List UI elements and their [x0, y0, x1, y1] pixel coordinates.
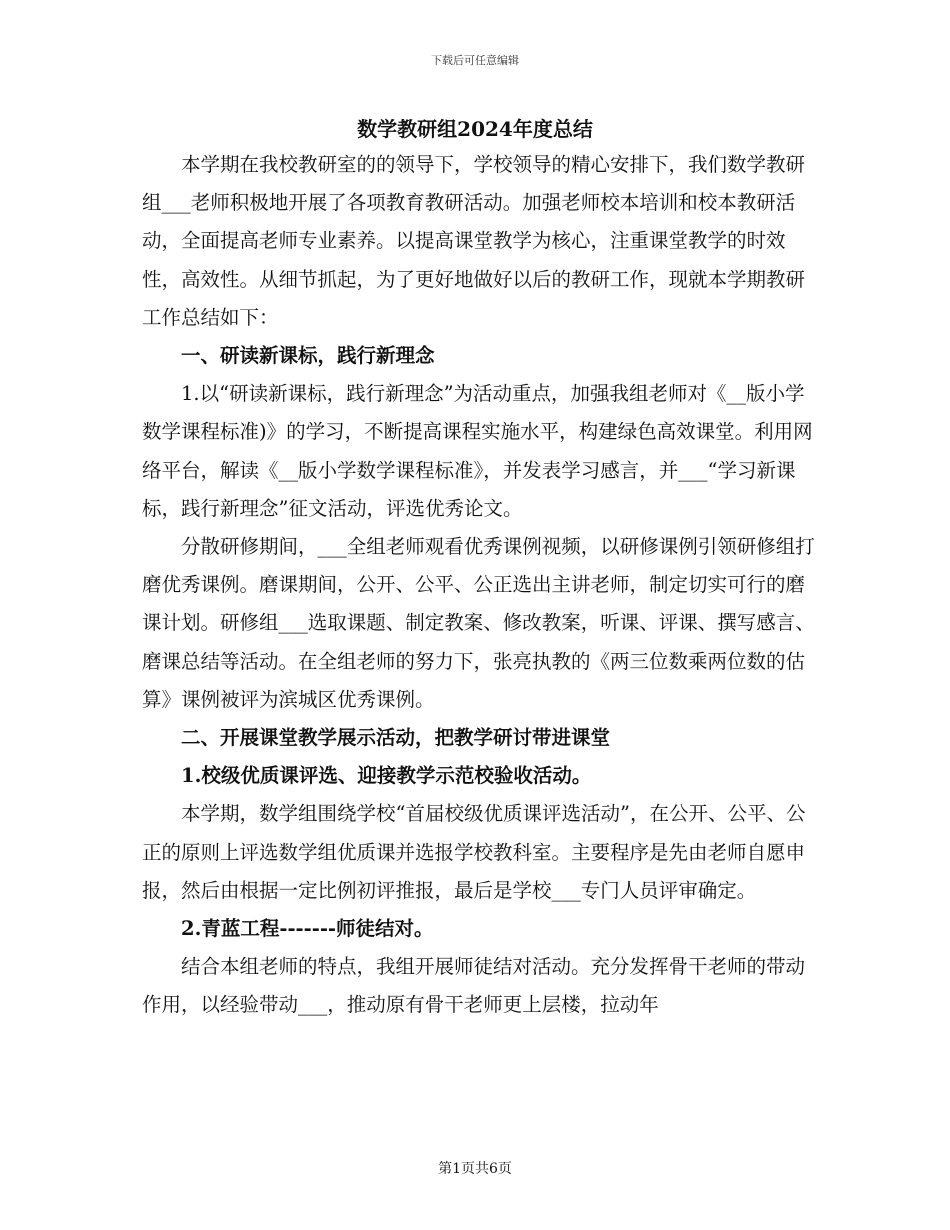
body-paragraph: 结合本组老师的特点，我组开展师徒结对活动。充分发挥骨干老师的带动作用，以经验带动___，推动原有骨干老师更上层楼，拉动年 — [142, 955, 806, 1017]
page-footer: 第1页共6页 — [438, 1161, 512, 1177]
document-title: 数学教研组2024年度总结 — [357, 117, 593, 141]
section-heading-2: 二、开展课堂教学展示活动，把教学研讨带进课堂 — [181, 726, 611, 750]
subsection-heading-2-2: 2.青蓝工程-------师徒结对。 — [181, 917, 434, 941]
subsection-heading-2-1: 1.校级优质课评选、迎接教学示范校验收活动。 — [181, 764, 592, 788]
document-body — [142, 146, 822, 1025]
section-heading-1: 一、研读新课标，践行新理念 — [181, 344, 435, 368]
body-paragraph: 1.以“研读新课标，践行新理念”为活动重点，加强我组老师对《__版小学数学课程标准)》的学习，不断提高课程实施水平，构建绿色高效课堂。利用网络平台，解读《__版小学数学课程标准》，并发表学习感言，并___“学习新课标，践行新理念”征文活动，评选优秀论文。 — [142, 382, 813, 520]
header-note: 下载后可任意编辑 — [431, 54, 519, 67]
body-paragraph: 分散研修期间，___全组老师观看优秀课例视频，以研修课例引领研修组打磨优秀课例。磨课期间，公开、公平、公正选出主讲老师，制定切实可行的磨课计划。研修组___选取课题、制定教案、修改教案，听课、评课、撰写感言、磨课总结等活动。在全组老师的努力下，张亮执教的《两三位数乘两位数的估算》课例被评为滨城区优秀课例。 — [142, 535, 815, 711]
intro-paragraph: 本学期在我校教研室的的领导下，学校领导的精心安排下，我们数学教研组___老师积极地开展了各项教育教研活动。加强老师校本培训和校本教研活动，全面提高老师专业素养。以提高课堂教学为核心，注重课堂教学的时效性，高效性。从细节抓起，为了更好地做好以后的教研工作，现就本学期教研工作总结如下： — [142, 153, 806, 329]
body-paragraph: 本学期，数学组围绕学校“首届校级优质课评选活动”，在公开、公平、公正的原则上评选数学组优质课并选报学校教科室。主要程序是先由老师自愿申报，然后由根据一定比例初评推报，最后是学校___专门人员评审确定。 — [142, 802, 806, 902]
